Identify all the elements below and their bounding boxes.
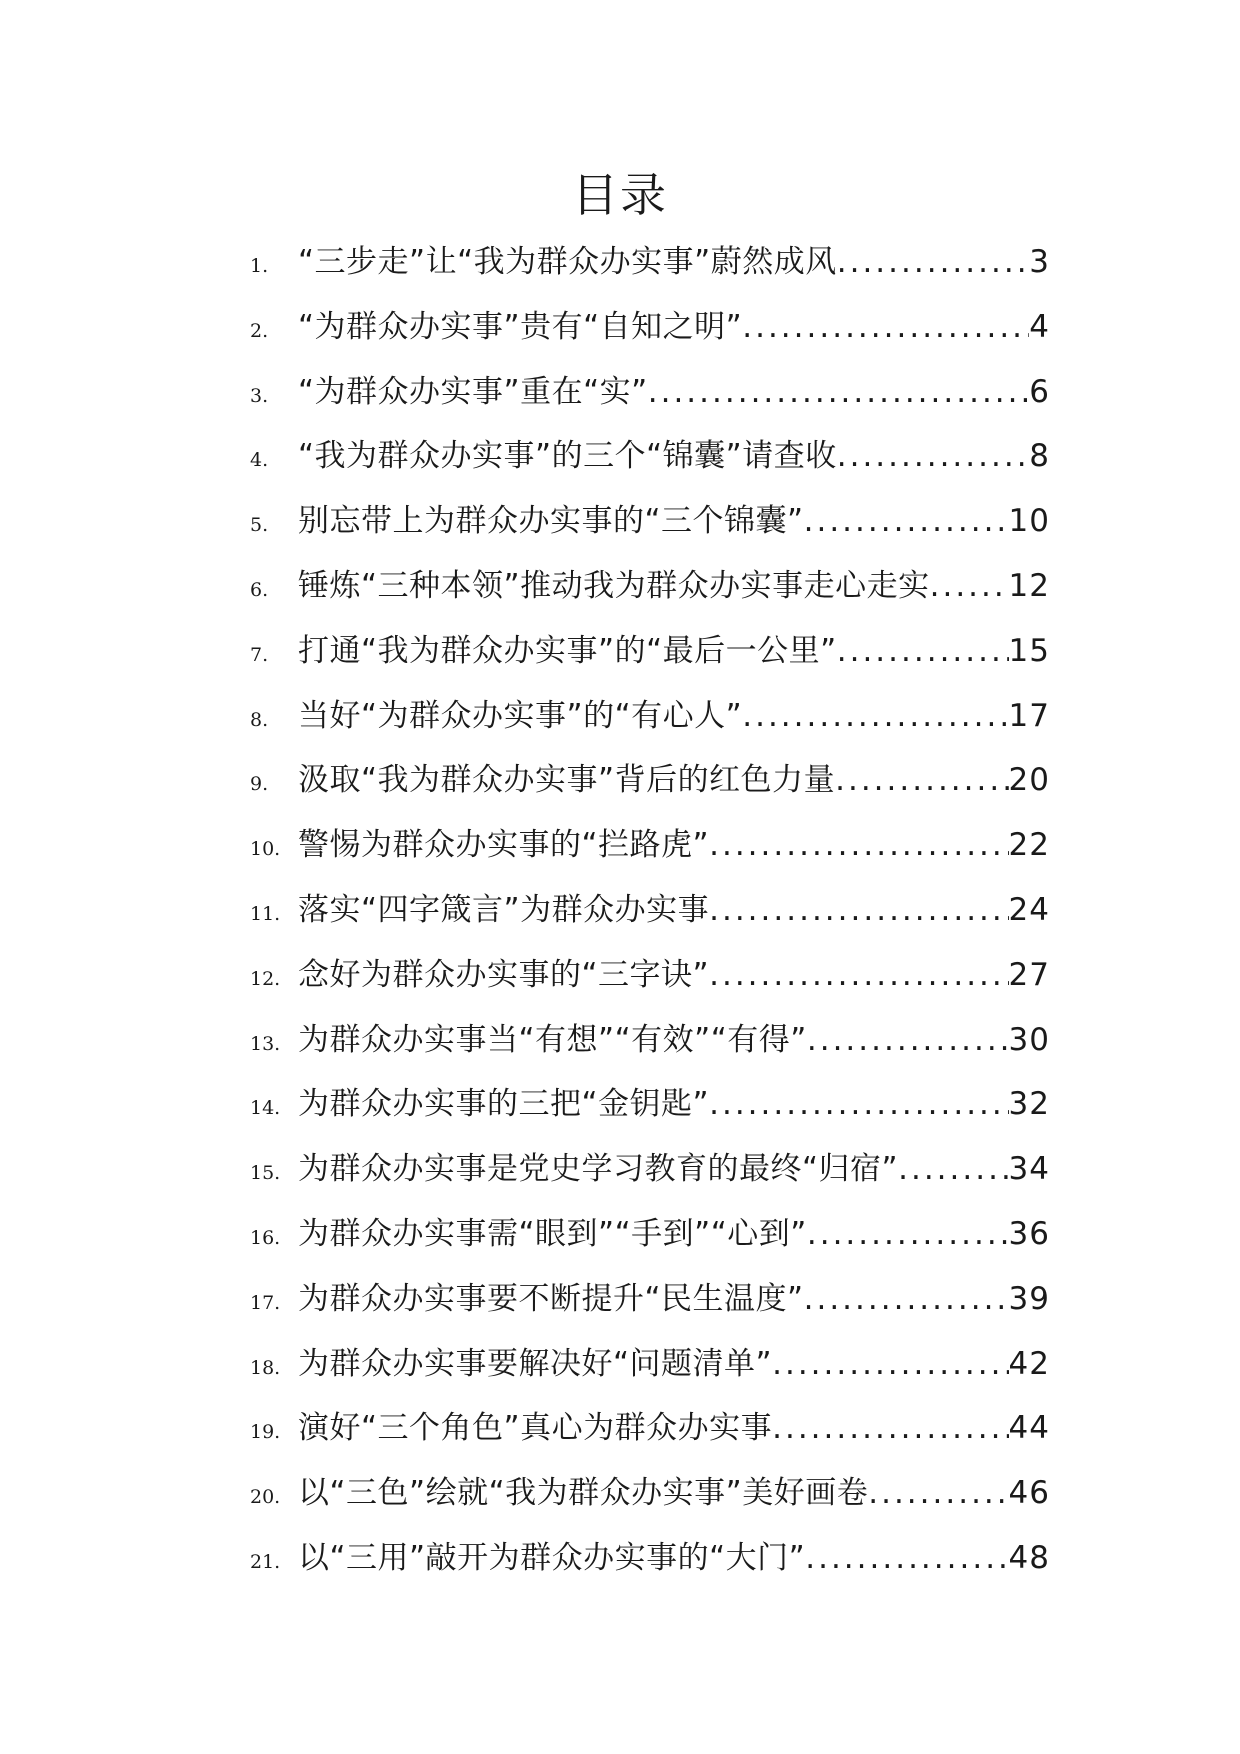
toc-entry[interactable]: [250, 754, 1050, 819]
toc-entry[interactable]: [250, 1402, 1050, 1467]
toc-dot-leader: [807, 1022, 1009, 1058]
toc-entry-title: 锤炼“三种本领”推动我为群众办实事走心走实: [298, 567, 930, 604]
toc-entry-title: 为群众办实事需“眼到”“手到”“心到”: [298, 1215, 807, 1252]
toc-entry-page-number: 46: [1008, 1475, 1050, 1512]
toc-entry-number: 5.: [250, 514, 269, 537]
toc-dot-leader: [742, 698, 1008, 734]
toc-entry-page-number: 12: [1008, 567, 1050, 604]
toc-entry-title: 当好“为群众办实事”的“有心人”: [298, 697, 743, 734]
toc-dot-leader: [709, 957, 1008, 993]
toc-entry-title: 警惕为群众办实事的“拦路虎”: [298, 827, 710, 864]
toc-entry-page-number: 44: [1008, 1410, 1050, 1447]
toc-entry-title: “为群众办实事”重在“实”: [298, 373, 648, 410]
toc-entry-number: 20.: [250, 1486, 281, 1509]
toc-entry-number: 21.: [250, 1550, 281, 1573]
toc-dot-leader: [648, 374, 1030, 410]
toc-entry-number: 4.: [250, 449, 269, 472]
toc-entry[interactable]: [250, 1338, 1050, 1403]
toc-entry-title: 为群众办实事当“有想”“有效”“有得”: [298, 1021, 807, 1058]
toc-entry-number: 13.: [250, 1032, 281, 1055]
toc-dot-leader: [868, 1475, 1008, 1511]
toc-entry[interactable]: [250, 1143, 1050, 1208]
toc-entry-number: 9.: [250, 773, 269, 796]
toc-entry-page-number: 32: [1008, 1086, 1050, 1123]
toc-entry-page-number: 34: [1008, 1151, 1050, 1188]
toc-dot-leader: [835, 762, 1008, 798]
toc-dot-leader: [709, 1086, 1008, 1122]
toc-entry[interactable]: [250, 1208, 1050, 1273]
toc-dot-leader: [804, 1281, 1009, 1317]
toc-entry[interactable]: [250, 1532, 1050, 1597]
toc-entry-title: 以“三色”绘就“我为群众办实事”美好画卷: [298, 1475, 869, 1512]
toc-entry-number: 12.: [250, 967, 281, 990]
toc-entry-page-number: 10: [1008, 503, 1050, 540]
toc-entry-page-number: 22: [1008, 827, 1050, 864]
toc-entry-number: 3.: [250, 384, 269, 407]
toc-entry[interactable]: [250, 301, 1050, 366]
toc-entry-title: 以“三用”敲开为群众办实事的“大门”: [298, 1539, 806, 1576]
toc-entry-page-number: 20: [1008, 762, 1050, 799]
toc-entry-number: 8.: [250, 708, 269, 731]
toc-list: [250, 236, 1050, 1597]
toc-entry-page-number: 48: [1008, 1539, 1050, 1576]
toc-entry-page-number: 8: [1029, 438, 1050, 475]
toc-entry[interactable]: [250, 430, 1050, 495]
toc-entry-number: 2.: [250, 319, 269, 342]
toc-entry-page-number: 3: [1029, 244, 1050, 280]
toc-entry-number: 18.: [250, 1356, 281, 1379]
toc-entry[interactable]: [250, 819, 1050, 884]
toc-entry[interactable]: [250, 495, 1050, 560]
toc-entry[interactable]: [250, 560, 1050, 625]
toc-dot-leader: [742, 309, 1029, 345]
toc-entry-title: “我为群众办实事”的三个“锦囊”请查收: [298, 438, 837, 475]
toc-entry-page-number: 17: [1008, 697, 1050, 734]
toc-entry-title: 别忘带上为群众办实事的“三个锦囊”: [298, 503, 804, 540]
page-title: 目录: [572, 168, 668, 222]
toc-dot-leader: [837, 633, 1009, 669]
toc-entry-page-number: 15: [1008, 632, 1050, 669]
toc-entry-page-number: 6: [1029, 373, 1050, 410]
toc-dot-leader: [807, 1216, 1009, 1252]
toc-entry-title: 念好为群众办实事的“三字诀”: [298, 956, 710, 993]
toc-entry-title: 为群众办实事是党史学习教育的最终“归宿”: [298, 1151, 899, 1188]
toc-entry-number: 14.: [250, 1097, 281, 1120]
toc-entry-title: “三步走”让“我为群众办实事”蔚然成风: [298, 244, 837, 280]
toc-entry-title: 为群众办实事的三把“金钥匙”: [298, 1086, 710, 1123]
toc-entry-title: 落实“四字箴言”为群众办实事: [298, 891, 710, 928]
toc-dot-leader: [709, 827, 1008, 863]
toc-entry-number: 17.: [250, 1291, 281, 1314]
toc-entry-page-number: 39: [1008, 1280, 1050, 1317]
toc-entry-number: 16.: [250, 1226, 281, 1249]
toc-entry-title: 汲取“我为群众办实事”背后的红色力量: [298, 762, 836, 799]
toc-entry-number: 11.: [250, 902, 281, 925]
toc-entry[interactable]: [250, 949, 1050, 1014]
toc-entry-number: 7.: [250, 643, 269, 666]
toc-entry-page-number: 30: [1008, 1021, 1050, 1058]
toc-dot-leader: [772, 1346, 1008, 1382]
toc-entry-page-number: 27: [1008, 956, 1050, 993]
toc-dot-leader: [804, 503, 1009, 539]
toc-dot-leader: [709, 892, 1008, 928]
toc-entry[interactable]: [250, 625, 1050, 690]
toc-entry[interactable]: [250, 1273, 1050, 1338]
toc-entry-number: 15.: [250, 1162, 281, 1185]
toc-dot-leader: [772, 1410, 1008, 1446]
toc-entry-number: 6.: [250, 578, 269, 601]
toc-entry-number: 1.: [250, 255, 269, 277]
toc-entry[interactable]: [250, 884, 1050, 949]
toc-entry-title: “为群众办实事”贵有“自知之明”: [298, 308, 743, 345]
toc-entry-page-number: 42: [1008, 1345, 1050, 1382]
toc-entry[interactable]: [250, 236, 1050, 301]
toc-entry[interactable]: [250, 1078, 1050, 1143]
toc-entry-page-number: 36: [1008, 1215, 1050, 1252]
toc-entry[interactable]: [250, 1467, 1050, 1532]
toc-dot-leader: [805, 1540, 1008, 1576]
toc-entry[interactable]: [250, 366, 1050, 431]
toc-dot-leader: [898, 1151, 1008, 1187]
toc-entry-page-number: 4: [1029, 308, 1050, 345]
toc-entry-title: 打通“我为群众办实事”的“最后一公里”: [298, 632, 837, 669]
toc-entry-title: 为群众办实事要解决好“问题清单”: [298, 1345, 773, 1382]
toc-entry-number: 10.: [250, 838, 281, 861]
toc-entry[interactable]: [250, 1014, 1050, 1079]
toc-entry[interactable]: [250, 690, 1050, 755]
toc-dot-leader: [837, 244, 1030, 280]
toc-entry-title: 演好“三个角色”真心为群众办实事: [298, 1410, 773, 1447]
toc-entry-title: 为群众办实事要不断提升“民生温度”: [298, 1280, 804, 1317]
toc-dot-leader: [837, 438, 1030, 474]
toc-entry-number: 19.: [250, 1421, 281, 1444]
toc-dot-leader: [930, 568, 1009, 604]
toc-entry-page-number: 24: [1008, 891, 1050, 928]
